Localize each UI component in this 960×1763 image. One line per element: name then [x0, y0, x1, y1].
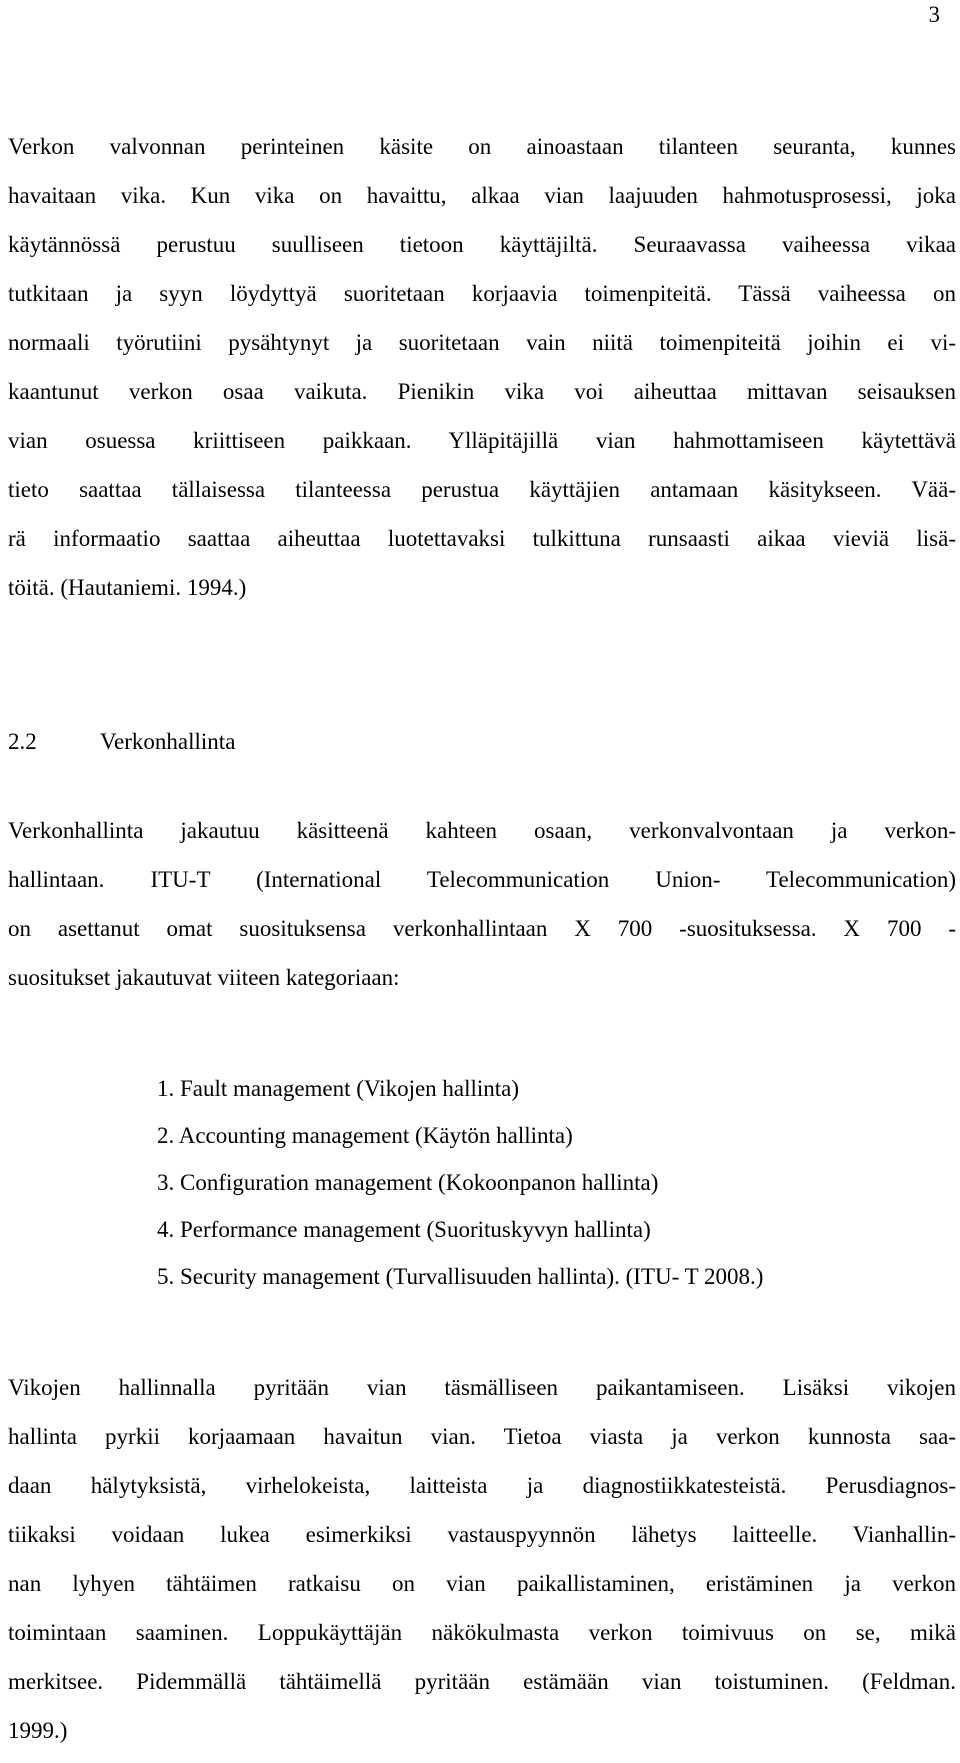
text-line: 1999.): [8, 1718, 68, 1743]
text-line: käytännössä perustuu suulliseen tietoon käyttäjiltä. Seuraavassa vaiheessa vikaa: [8, 232, 956, 257]
text-line: Vikojen hallinnalla pyritään vian täsmälliseen paikantamiseen. Lisäksi vikojen: [8, 1375, 956, 1400]
text-line: merkitsee. Pidemmällä tähtäimellä pyritään estämään vian toistuminen. (Feldman.: [8, 1669, 956, 1694]
text-line: normaali työrutiini pysähtynyt ja suoritetaan vain niitä toimenpiteitä joihin ei vi-: [8, 330, 956, 355]
list-item: 2. Accounting management (Käytön hallinta): [157, 1123, 573, 1148]
text-line: nan lyhyen tähtäimen ratkaisu on vian paikallistaminen, eristäminen ja verkon: [8, 1571, 956, 1596]
text-line: rä informaatio saattaa aiheuttaa luotettavaksi tulkittuna runsaasti aikaa vieviä lisä-: [8, 526, 956, 551]
text-line: tieto saattaa tällaisessa tilanteessa perustua käyttäjien antamaan käsitykseen. Vää-: [8, 477, 956, 502]
section-number: 2.2: [8, 729, 37, 754]
text-line: tiikaksi voidaan lukea esimerkiksi vastauspyynnön lähetys laitteelle. Vianhallin-: [8, 1522, 956, 1547]
text-line: suositukset jakautuvat viiteen kategoriaan:: [8, 965, 400, 990]
page-number: 3: [928, 2, 940, 27]
list-item: 1. Fault management (Vikojen hallinta): [157, 1076, 520, 1101]
text-line: hallinta pyrkii korjaamaan havaitun vian. Tietoa viasta ja verkon kunnosta saa-: [8, 1424, 956, 1449]
text-line: töitä. (Hautaniemi. 1994.): [8, 575, 247, 600]
list-item: 3. Configuration management (Kokoonpanon hallinta): [157, 1170, 659, 1195]
text-line: kaantunut verkon osaa vaikuta. Pienikin vika voi aiheuttaa mittavan seisauksen: [8, 379, 956, 404]
text-line: Verkonhallinta jakautuu käsitteenä kahteen osaan, verkonvalvontaan ja verkon-: [8, 818, 956, 843]
paragraph-network-monitoring: [8, 122, 956, 612]
paragraph-fault-management: [8, 1363, 956, 1755]
list-item: 4. Performance management (Suorituskyvyn hallinta): [157, 1217, 651, 1242]
text-line: tutkitaan ja syyn löydyttyä suoritetaan korjaavia toimenpiteitä. Tässä vaiheessa on: [8, 281, 956, 306]
section-title: Verkonhallinta: [100, 729, 236, 754]
list-item: 5. Security management (Turvallisuuden hallinta). (ITU- T 2008.): [157, 1264, 764, 1289]
text-line: Verkon valvonnan perinteinen käsite on ainoastaan tilanteen seuranta, kunnes: [8, 134, 956, 159]
text-line: on asettanut omat suosituksensa verkonhallintaan X 700 -suosituksessa. X 700 -: [8, 916, 956, 941]
text-line: toimintaan saaminen. Loppukäyttäjän näkökulmasta verkon toimivuus on se, mikä: [8, 1620, 956, 1645]
text-line: havaitaan vika. Kun vika on havaittu, alkaa vian laajuuden hahmotusprosessi, joka: [8, 183, 956, 208]
text-line: hallintaan. ITU-T (International Telecommunication Union- Telecommunication): [8, 867, 956, 892]
management-categories-list: [157, 1065, 763, 1300]
paragraph-network-management: [8, 806, 956, 1002]
section-heading: [8, 729, 235, 755]
text-line: daan hälytyksistä, virhelokeista, laitteista ja diagnostiikkatesteistä. Perusdiagnos-: [8, 1473, 956, 1498]
text-line: vian osuessa kriittiseen paikkaan. Ylläpitäjillä vian hahmottamiseen käytettävä: [8, 428, 956, 453]
